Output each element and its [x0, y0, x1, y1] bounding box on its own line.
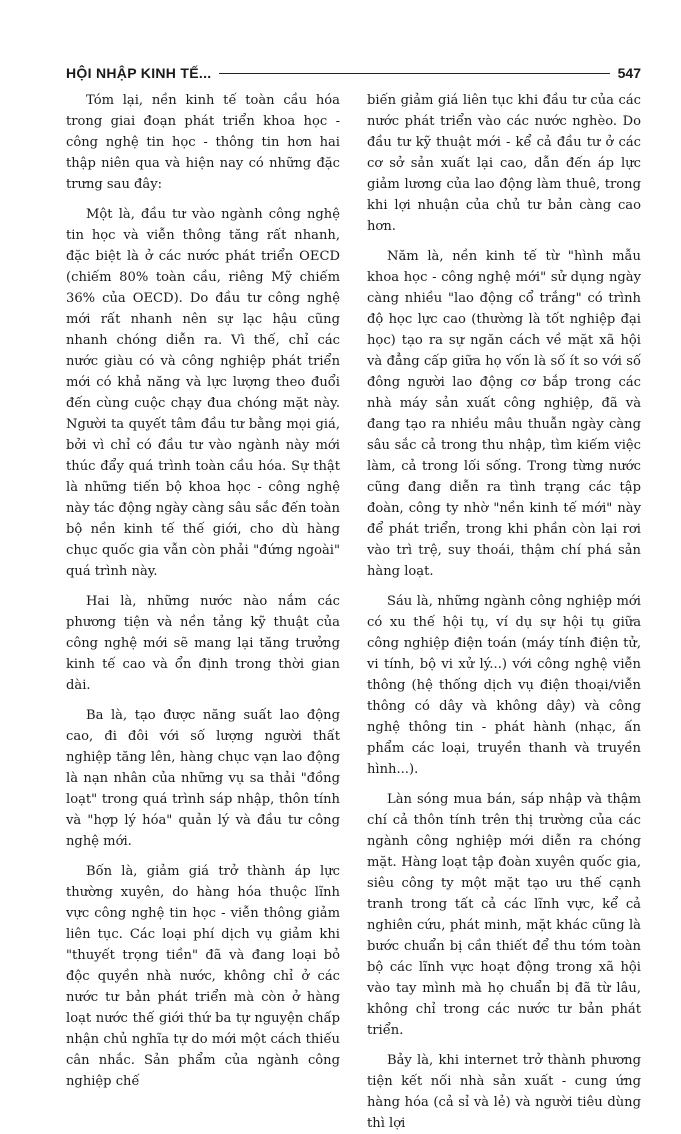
right-column [367, 90, 641, 1131]
paragraph: Năm là, nền kinh tế từ "hình mẫu khoa học - công nghệ mới" sử dụng ngày càng nhiều "lao động cổ trắng" có trình độ học lực cao (thường là tốt nghiệp đại học) tạo ra sự ngăn cách về mặt xã hội và đẳng cấp giữa họ vốn là số ít so với số đông người lao động cơ bắp trong các nhà máy sản xuất công nghiệp, đã và đang tạo ra nhiều mâu thuẫn ngày càng sâu sắc cả trong thu nhập, tìm kiếm việc làm, cả trong lối sống. Trong từng nước cũng đang diễn ra tình trạng các tập đoàn, công ty nhờ "nền kinh tế mới" này để phát triển, trong khi phần còn lại rơi vào trì trệ, suy thoái, thậm chí phá sản hàng loạt. [367, 249, 641, 579]
paragraph: Bảy là, khi internet trở thành phương tiện kết nối nhà sản xuất - cung ứng hàng hóa (cả sỉ và lẻ) và người tiêu dùng thì lợi [367, 1053, 641, 1131]
paragraph: Một là, đầu tư vào ngành công nghệ tin học và viễn thông tăng rất nhanh, đặc biệt là ở các nước phát triển OECD (chiếm 80% toàn cầu, riêng Mỹ chiếm 36% của OECD). Do đầu tư công nghệ mới rất nhanh nên sự lạc hậu cũng nhanh chóng diễn ra. Vì thế, chỉ các nước giàu có và công nghiệp phát triển mới có khả năng và lực lượng theo đuổi đến cùng cuộc chạy đua chóng mặt này. Người ta quyết tâm đầu tư bằng mọi giá, bởi vì chỉ có đầu tư vào ngành này mới thúc đẩy quá trình toàn cầu hóa. Sự thật là những tiến bộ khoa học - công nghệ này tác động ngày càng sâu sắc đến toàn bộ nền kinh tế thế giới, cho dù hàng chục quốc gia vẫn còn phải "đứng ngoài" quá trình này. [66, 207, 340, 579]
paragraph: Sáu là, những ngành công nghiệp mới có xu thế hội tụ, ví dụ sự hội tụ giữa công nghiệp điện toán (máy tính điện tử, vi tính, bộ vi xử lý...) với công nghệ viễn thông (hệ thống dịch vụ điện thoại/viễn thông có dây và không dây) và công nghệ thông tin - phát hành (nhạc, ấn phẩm các loại, truyền thanh và truyền hình...). [367, 594, 641, 777]
paragraph: Bốn là, giảm giá trở thành áp lực thường xuyên, do hàng hóa thuộc lĩnh vực công nghệ tin học - viễn thông giảm liên tục. Các loại phí dịch vụ giảm khi "thuyết trọng tiền" đã và đang loại bỏ độc quyền nhà nước, không chỉ ở các nước tư bản phát triển mà còn ở hàng loạt nước thế giới thứ ba tự nguyện chấp nhận chủ nghĩa tự do mới một cách thiếu cân nhắc. Sản phẩm của ngành công nghiệp chế [66, 864, 340, 1089]
text-columns [66, 90, 641, 1131]
running-header [66, 62, 641, 84]
left-column [66, 90, 340, 1089]
paragraph: Hai là, những nước nào nắm các phương tiện và nền tảng kỹ thuật của công nghệ mới sẽ mang lại tăng trưởng kinh tế cao và ổn định trong thời gian dài. [66, 594, 340, 693]
paragraph: Tóm lại, nền kinh tế toàn cầu hóa trong giai đoạn phát triển khoa học - công nghệ tin học - thông tin hơn hai thập niên qua và hiện nay có những đặc trưng sau đây: [66, 93, 340, 192]
header-rule [219, 73, 609, 74]
paragraph: Ba là, tạo được năng suất lao động cao, đi đôi với số lượng người thất nghiệp tăng lên, hàng chục vạn lao động là nạn nhân của những vụ sa thải "đồng loạt" trong quá trình sáp nhập, thôn tính và "hợp lý hóa" quản lý và đầu tư công nghệ mới. [66, 708, 340, 849]
paragraph-continued: biến giảm giá liên tục khi đầu tư của các nước phát triển vào các nước nghèo. Do đầu tư kỹ thuật mới - kể cả đầu tư ở các cơ sở sản xuất lại cao, dẫn đến áp lực giảm lương của lao động làm thuê, trong khi lợi nhuận của chủ tư bản càng cao hơn. [367, 93, 641, 234]
paragraph: Làn sóng mua bán, sáp nhập và thậm chí cả thôn tính trên thị trường của các ngành công nghiệp mới diễn ra chóng mặt. Hàng loạt tập đoàn xuyên quốc gia, siêu công ty một mặt tạo ưu thế cạnh tranh trong tất cả các lĩnh vực, kể cả nghiên cứu, phát minh, mặt khác cũng là bước chuẩn bị cần thiết để thu tóm toàn bộ các lĩnh vực hoạt động trong xã hội vào tay mình mà họ chuẩn bị đã từ lâu, không chỉ trong các nước tư bản phát triển. [367, 792, 641, 1038]
running-title: HỘI NHẬP KINH TẾ... [66, 65, 212, 81]
page-number: 547 [617, 65, 641, 81]
